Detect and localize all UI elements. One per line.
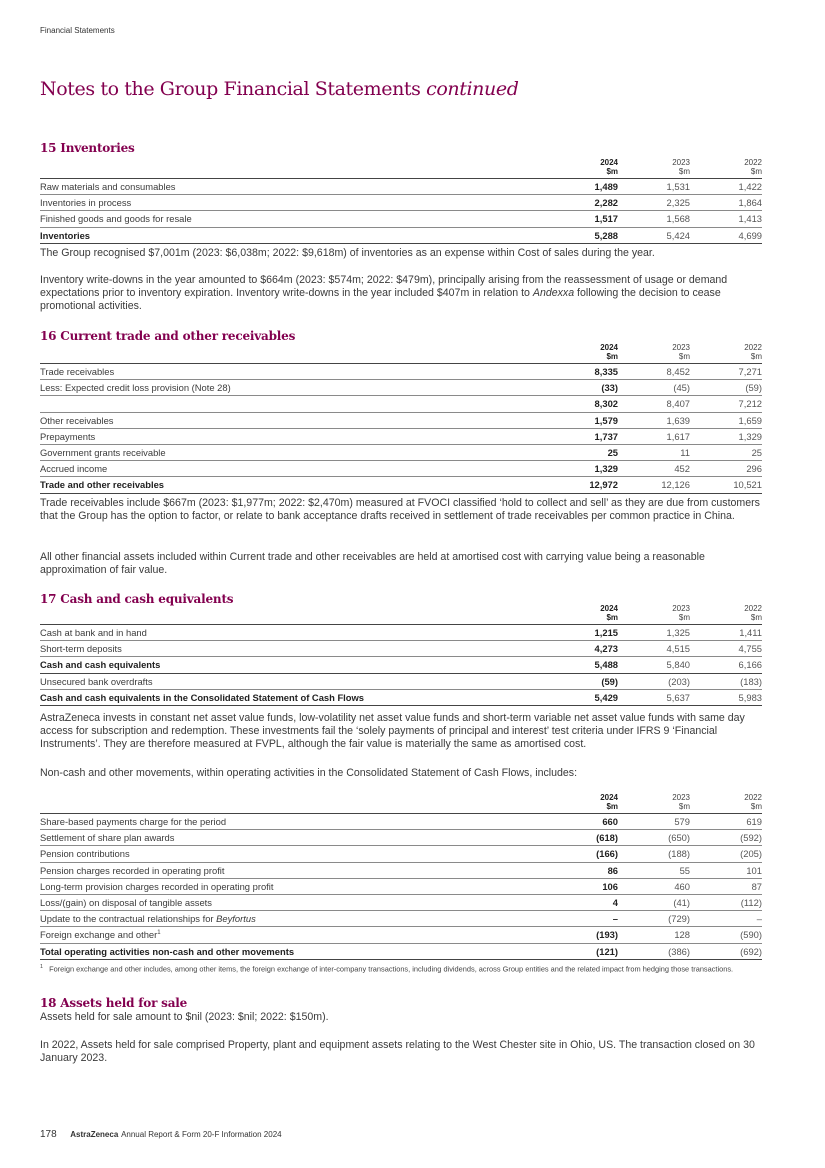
table-row: Raw materials and consumables 1,489 1,531 1,422 [40, 179, 762, 195]
header-label: Financial Statements [40, 26, 115, 35]
table-subtotal-row: Cash and cash equivalents 5,488 5,840 6,166 [40, 657, 762, 673]
table-total-row: Inventories 5,288 5,424 4,699 [40, 227, 762, 243]
table-row: Long-term provision charges recorded in operating profit 106 460 87 [40, 878, 762, 894]
table-row: Loss/(gain) on disposal of tangible assets 4 (41) (112) [40, 894, 762, 910]
footnote-mark: 1 [40, 964, 44, 970]
table-row: Share-based payments charge for the period 660 579 619 [40, 814, 762, 830]
table-total-row: Cash and cash equivalents in the Consolidated Statement of Cash Flows 5,429 5,637 5,983 [40, 689, 762, 705]
table-row: Foreign exchange and other$^1$ (193) 128 (590) [40, 927, 762, 943]
table-subtotal-row: 8,302 8,407 7,212 [40, 396, 762, 412]
col-2022: 2022 $m [690, 787, 762, 814]
table-row: Finished goods and goods for resale 1,517 1,568 1,413 [40, 211, 762, 227]
inventory-writedowns-paragraph: Inventory write-downs in the year amounted to $664m (2023: $574m; 2022: $479m), principally arising from the reassessment of usage or demand expectations prior to inventory expiration. Inventory write-downs in the year included $407m in relation to Andexxa following the decision to cease promotional activities. [40, 274, 728, 313]
assets-held-paragraph: Assets held for sale amount to $nil (2023: $nil; 2022: $150m). [40, 1011, 329, 1023]
table-row: Accrued income 1,329 452 296 [40, 461, 762, 477]
table-total-row: Total operating activities non-cash and other movements (121) (386) (692) [40, 943, 762, 959]
table-row: Less: Expected credit loss provision (Note 28) (33) (45) (59) [40, 380, 762, 396]
table-row: Pension charges recorded in operating profit 86 55 101 [40, 862, 762, 878]
note-15-heading: 15 Inventories [40, 141, 135, 155]
col-2024: 2024 $m [546, 152, 618, 179]
table-header-row [40, 598, 762, 625]
table-row: Pension contributions (166) (188) (205) [40, 846, 762, 862]
table-row: Trade receivables 8,335 8,452 7,271 [40, 364, 762, 380]
note-17-heading: 17 Cash and cash equivalents [40, 592, 234, 606]
footer-report-title: Annual Report & Form 20-F Information 2024 [121, 1130, 282, 1139]
non-cash-intro-paragraph: Non-cash and other movements, within operating activities in the Consolidated Statement of Cash Flows, includes: [40, 767, 578, 779]
trade-receivables-paragraph: Trade receivables include $667m (2023: $1,977m; 2022: $2,470m) measured at FVOCI classified ‘hold to collect and sell’ as they are due from customers that the Group has the option to factor, or relate to bank acceptance drafts received in settlement of trade receivables per common practice in China. [40, 497, 760, 523]
table-row: Update to the contractual relationships for Beyfortus – (729) – [40, 911, 762, 927]
col-2023: 2023 $m [618, 598, 690, 625]
col-2024: 2024 $m [546, 598, 618, 625]
footer-brand: AstraZeneca [70, 1130, 119, 1139]
inventories-table [40, 152, 762, 244]
table-row: Inventories in process 2,282 2,325 1,864 [40, 195, 762, 211]
table-row: Settlement of share plan awards (618) (650) (592) [40, 830, 762, 846]
cash-table [40, 598, 762, 706]
col-2022: 2022 $m [690, 152, 762, 179]
note-18-heading: 18 Assets held for sale [40, 996, 188, 1010]
table-total-row: Trade and other receivables 12,972 12,126 10,521 [40, 477, 762, 493]
table-row: Other receivables 1,579 1,639 1,659 [40, 412, 762, 428]
note-16-heading: 16 Current trade and other receivables [40, 329, 296, 343]
page-title-main: Notes to the Group Financial Statements [40, 78, 421, 100]
west-chester-paragraph: In 2022, Assets held for sale comprised Property, plant and equipment assets relating to the West Chester site in Ohio, US. The transaction closed on 30 January 2023. [40, 1039, 755, 1065]
table-header-row [40, 152, 762, 179]
col-2023: 2023 $m [618, 337, 690, 364]
inventories-expense-paragraph: The Group recognised $7,001m (2023: $6,038m; 2022: $9,618m) of inventories as an expense within Cost of sales during the year. [40, 247, 655, 259]
table-row: Unsecured bank overdrafts (59) (203) (183) [40, 673, 762, 689]
table-row: Government grants receivable 25 11 25 [40, 444, 762, 460]
receivables-table [40, 337, 762, 494]
table-row: Short-term deposits 4,273 4,515 4,755 [40, 641, 762, 657]
page-title-continued: continued [426, 78, 519, 100]
col-2024: 2024 $m [546, 337, 618, 364]
table-row: Cash at bank and in hand 1,215 1,325 1,411 [40, 625, 762, 641]
financial-assets-paragraph: All other financial assets included within Current trade and other receivables are held at amortised cost with carrying value being a reasonable approximation of fair value. [40, 551, 705, 577]
investment-funds-paragraph: AstraZeneca invests in constant net asset value funds, low-volatility net asset value funds and short-term variable net asset value funds with same day access for subscription and redemption. These investments fail the ‘solely payments of principal and interest’ test criteria under IFRS 9 ‘Financial Instruments’. They are therefore measured at FVPL, although the fair value is materially the same as amortised cost. [40, 712, 745, 751]
table-header-row [40, 337, 762, 364]
footnote: $^1$ Foreign exchange and other includes, among other items, the foreign exchange of inter-company transactions, including dividends, across Group entities and the related impact from hedging those transactions. [40, 964, 734, 974]
page-title [40, 78, 518, 100]
col-2023: 2023 $m [618, 152, 690, 179]
non-cash-movements-table [40, 787, 762, 960]
table-header-row [40, 787, 762, 814]
page-number: 178 [40, 1129, 57, 1140]
col-2022: 2022 $m [690, 337, 762, 364]
col-2022: 2022 $m [690, 598, 762, 625]
col-2023: 2023 $m [618, 787, 690, 814]
col-2024: 2024 $m [546, 787, 618, 814]
page-footer [40, 1129, 282, 1140]
table-row: Prepayments 1,737 1,617 1,329 [40, 428, 762, 444]
